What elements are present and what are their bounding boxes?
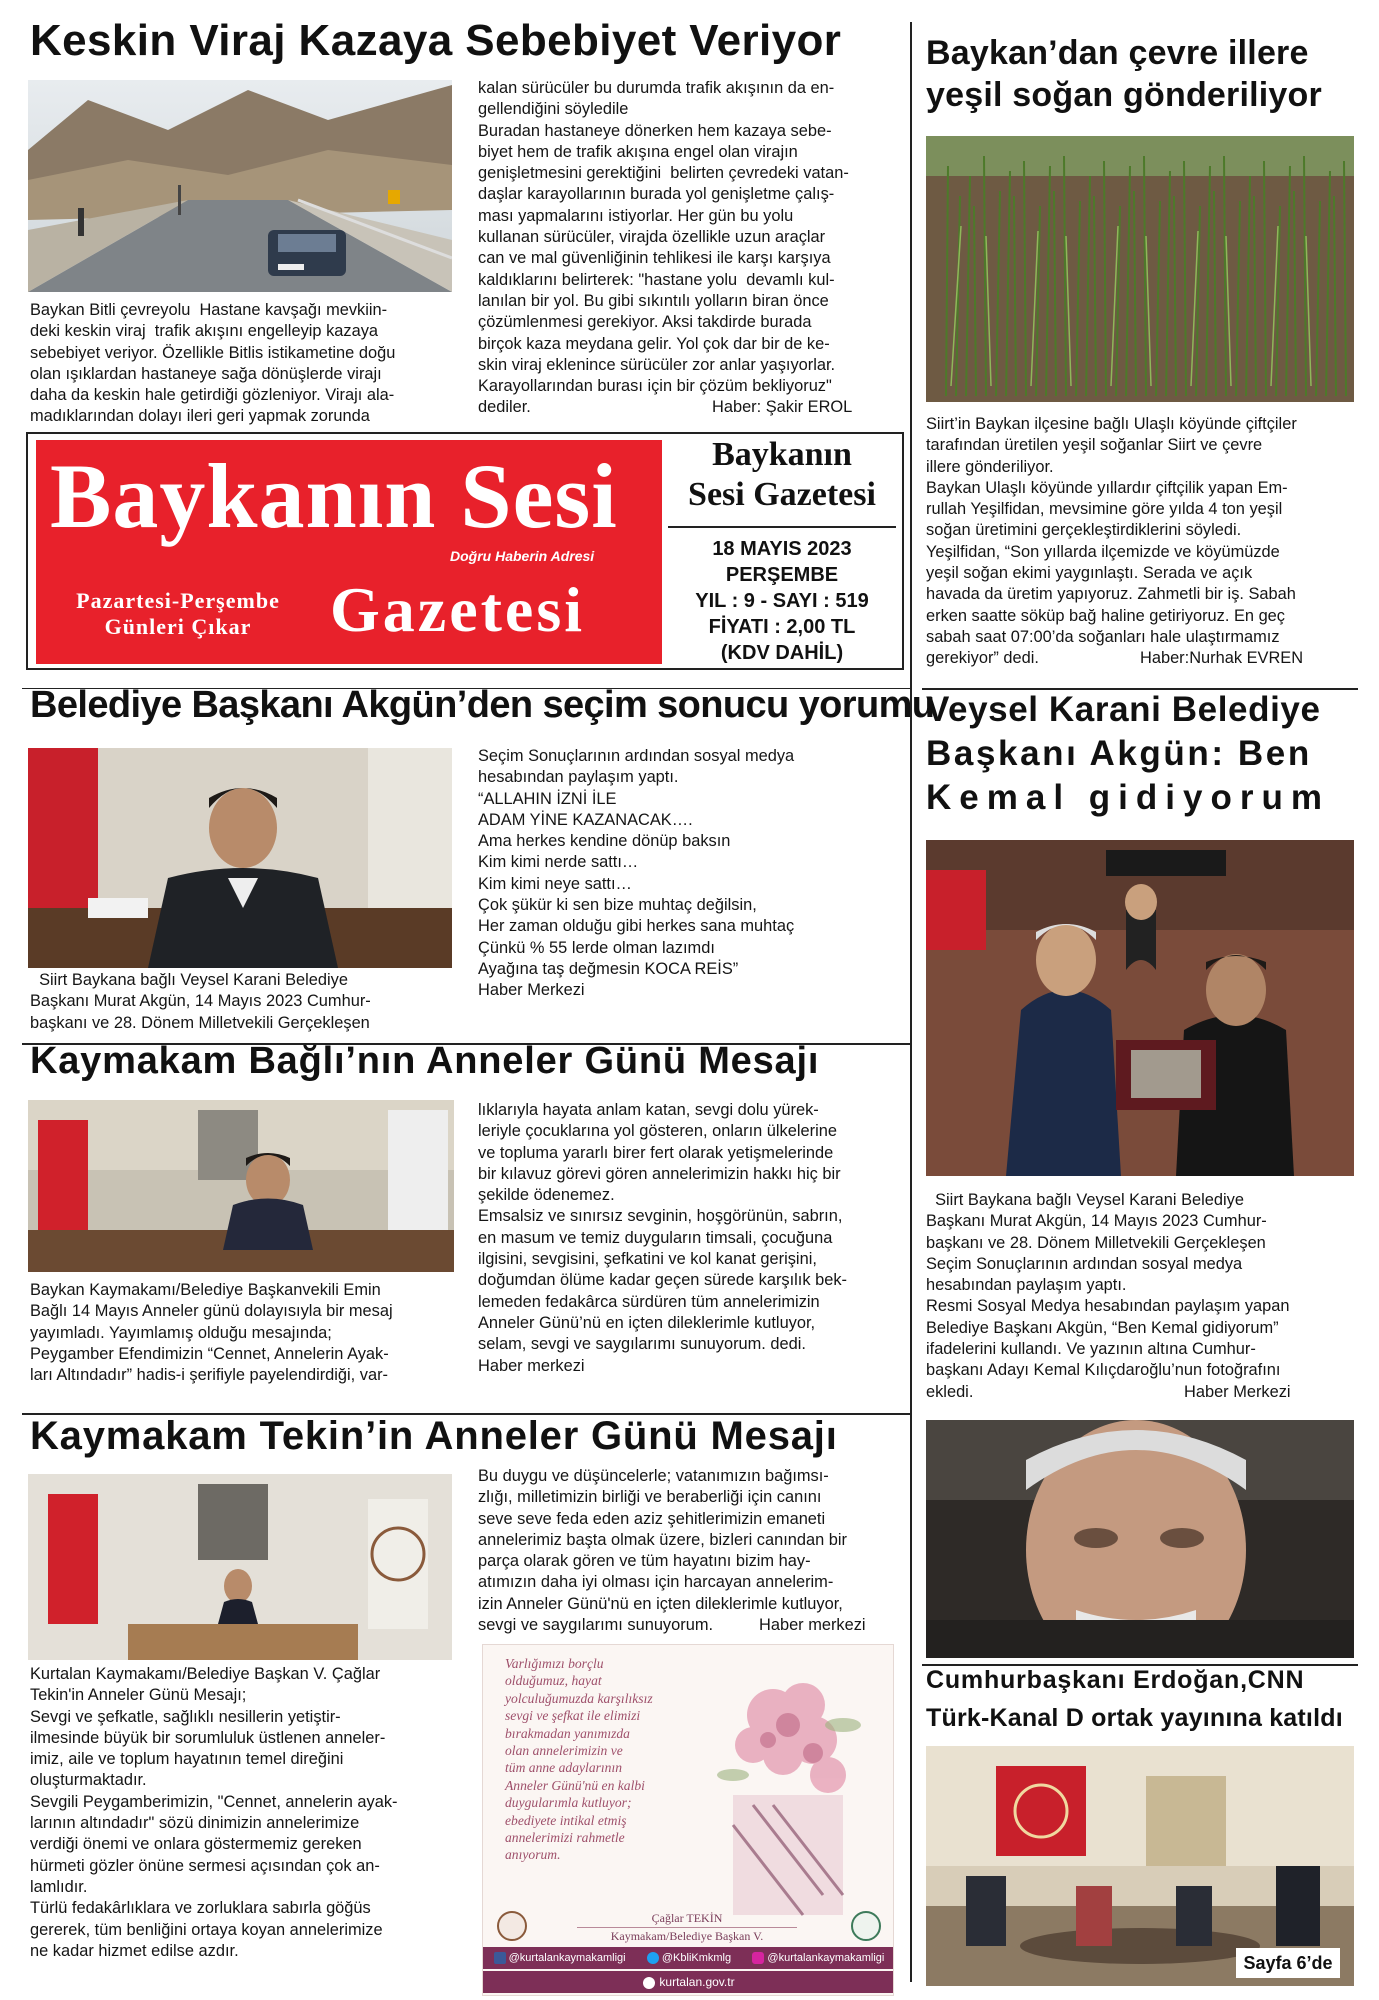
card-signer-title: Kaymakam/Belediye Başkan V. [577, 1927, 797, 1944]
card-line: yolculuğumuzda karşılıksız [505, 1690, 653, 1706]
text-line: deki keskin viraj trafik akışını engelleyip kazaya [30, 322, 379, 341]
card-line: tüm anne adaylarının [505, 1760, 623, 1776]
text-line: Peygamber Efendimizin “Cennet, Annelerin Ayak- [30, 1344, 389, 1363]
card-social-bar [483, 1947, 894, 1969]
text-line: kaldıklarını belirterek: "hastane yolu devamlı kul- [478, 270, 835, 289]
masthead-side-title-2: Sesi Gazetesi [688, 476, 876, 513]
text-line: imiz, aile ve toplum hayatının temel direğini [30, 1750, 344, 1769]
text-line: ması yapmalarını istiyorlar. Her gün bu yolu [478, 206, 794, 225]
card-line: olan annelerimizin ve [505, 1743, 623, 1759]
text-line: başkanı Adayı Kemal Kılıçdaroğlu’nun fotoğrafını [926, 1361, 1281, 1380]
text-line: lemeden fedakârca sürdüren tüm annelerimizin [478, 1292, 820, 1311]
tekin-headline: Kaymakam Tekin’in Anneler Günü Mesajı [30, 1414, 838, 1458]
gidiyorum-headline-2: Başkanı Akgün: Ben [926, 734, 1312, 773]
facebook-icon [494, 1952, 506, 1964]
page-number-badge [1236, 1948, 1340, 1978]
text-line: Tekin'in Anneler Günü Mesajı; [30, 1686, 247, 1705]
text-line: Resmi Sosyal Medya hesabından paylaşım yapan [926, 1297, 1290, 1316]
text-line: lanılan bir yol. Bu gibi sıkıntılı yolların biran önce [478, 291, 829, 310]
text-line: annelerimiz başta olmak üzere, bizleri canından bir [478, 1530, 847, 1549]
text-line: Ama herkes kendine dönüp baksın [478, 832, 731, 851]
text-line: erken saatte söküp bağ haline getiriyoruz. En geç [926, 606, 1285, 625]
issue-price: FİYATI : 2,00 TL [708, 616, 856, 638]
text-line: Buradan hastaneye dönerken hem kazaya sebe- [478, 121, 832, 140]
page-number: Sayfa 6’de [1243, 1953, 1333, 1973]
text-line: ne kadar hizmet edilse azdır. [30, 1941, 239, 1960]
masthead-side-rule [668, 526, 896, 528]
text-line: Seçim Sonuçlarının ardından sosyal medya [478, 747, 795, 765]
card-line: olduğumuz, hayat [505, 1673, 602, 1689]
card-line: duygularımla kutluyor; [505, 1795, 632, 1811]
text-line: hürmeti gözler önüne sermesi açısından çok an- [30, 1856, 380, 1875]
text-line: Siirt Baykana bağlı Veysel Karani Belediye [30, 971, 348, 989]
text-line: Siirt’in Baykan ilçesine bağlı Ulaşlı köyünde çiftçiler [926, 415, 1297, 433]
masthead-schedule-box [40, 580, 316, 660]
sogan-photo [926, 136, 1354, 402]
tekin-photo [28, 1474, 452, 1660]
text-line: sebebiyet veriyor. Özellikle Bitlis istikametine doğu [30, 343, 396, 362]
text-line: illere gönderiliyor. [926, 457, 1054, 476]
viraj-byline: Haber: Şakir EROL [712, 398, 853, 416]
cnn-headline-1: Cumhurbaşkanı Erdoğan,CNN [926, 1666, 1305, 1694]
masthead-side-title-1: Baykanın [712, 436, 852, 473]
text-line: “ALLAHIN İZNİ İLE [478, 789, 617, 808]
issue-date: 18 MAYIS 2023 [712, 538, 852, 560]
card-line: ebediyete intikal etmiş [505, 1812, 627, 1828]
sogan-headline-1: Baykan’dan çevre illere [926, 34, 1309, 72]
text-line: Bu duygu ve düşüncelerle; vatanımızın bağımsı- [478, 1467, 829, 1485]
text-line: Emsalsiz ve sınırsız sevginin, hoşgörünün, sabrın, [478, 1207, 843, 1226]
text-line: ilmesinde büyük bir sorumluluk üstlenen anneler- [30, 1728, 386, 1747]
gidiyorum-headline-1: Veysel Karani Belediye [926, 690, 1321, 729]
cnn-photo [926, 1746, 1354, 1986]
text-line: ve topluma yararlı birer fert olarak yetişmelerinde [478, 1143, 834, 1162]
text-line: Ayağına taş değmesin KOCA REİS” [478, 959, 739, 978]
text-line: doğumdan ölüme kadar geçen sürede karşılık bek- [478, 1271, 847, 1290]
twitter-icon [647, 1952, 659, 1964]
text-line: en masum ve temiz duyguların timsali, çocuğuna [478, 1228, 833, 1247]
text-line: Anneler Günü’nü en içten dileklerimle kutluyor, [478, 1313, 816, 1332]
sogan-headline-2: yeşil soğan gönderiliyor [926, 76, 1322, 114]
akgun-photo [28, 748, 452, 968]
text-line: bir kılavuz görevi gören annelerimizin hakkı hiç bir [478, 1164, 841, 1183]
text-line: gerekiyor” dedi. [926, 649, 1039, 668]
text-line: yeşil soğan ekimi yaygınlaştı. Serada ve açık [926, 564, 1253, 583]
text-line: Başkanı Murat Akgün, 14 Mayıs 2023 Cumhur- [926, 1212, 1267, 1231]
card-line: anıyorum. [505, 1847, 561, 1863]
card-message [505, 1655, 765, 1864]
text-line: daşlar karayollarının burada yol genişletme çalış- [478, 185, 835, 204]
card-website-bar: kurtalan.gov.tr [483, 1971, 894, 1993]
bagli-right-column [478, 1100, 908, 1377]
masthead-subtitle: Gazetesi [330, 574, 585, 645]
tekin-left-column [30, 1664, 470, 1962]
cnn-headline-2: Türk-Kanal D ortak yayınına katıldı [926, 1704, 1343, 1732]
text-line: hesabından paylaşım yaptı. [478, 768, 679, 787]
text-line: Kim kimi nerde sattı… [478, 853, 639, 872]
social-facebook: @kurtalankaymakamligi [494, 1952, 626, 1964]
text-line: Karayollarından burası için bir çözüm bekliyoruz" [478, 377, 832, 396]
text-line: sevgi ve saygılarımı sunuyorum. [478, 1616, 714, 1635]
emblem-icon [497, 1911, 527, 1941]
column-divider-top [910, 22, 912, 1982]
text-line: soğan üretimini gerçekleştirdiklerini söyledi. [926, 521, 1242, 540]
text-line: çözümlenmesi gerekiyor. Aksi takdirde burada [478, 313, 812, 332]
text-line: Kurtalan Kaymakamı/Belediye Başkan V. Çağlar [30, 1665, 381, 1683]
tekin-byline: Haber merkezi [759, 1616, 866, 1634]
text-line: Başkanı Murat Akgün, 14 Mayıs 2023 Cumhur- [30, 992, 371, 1011]
text-line: ları Altındadır” hadis-i şerifiyle payelendirdiği, var- [30, 1366, 389, 1385]
social-instagram: @kurtalankaymakamligi [752, 1952, 884, 1964]
kilicdaroglu-photo [926, 1420, 1354, 1658]
text-line: Belediye Başkanı Akgün, “Ben Kemal gidiyorum” [926, 1318, 1279, 1337]
text-line: Yeşilfidan, “Son yıllarda ilçemizde ve köyümüzde [926, 542, 1280, 561]
text-line: Sevgi ve şefkatle, sağlıklı nesillerin yetiştir- [30, 1707, 341, 1726]
text-line: tarafından üretilen yeşil soğanlar Siirt ve çevre [926, 436, 1263, 455]
gidiyorum-headline-3: Kemal gidiyorum [926, 778, 1330, 817]
text-line: oluşturmaktadır. [30, 1771, 147, 1790]
gidiyorum-body [926, 1190, 1356, 1403]
bagli-headline: Kaymakam Bağlı’nın Anneler Günü Mesajı [30, 1040, 820, 1082]
globe-icon [643, 1977, 655, 1989]
text-line: Siirt Baykana bağlı Veysel Karani Belediye [926, 1191, 1244, 1209]
text-line: birçok kaza meydana gelir. Yol çok dar bir de ke- [478, 334, 830, 353]
text-line: Sevgili Peygamberimizin, "Cennet, annelerin ayak- [30, 1792, 398, 1811]
card-signer-name: Çağlar TEKİN [651, 1911, 723, 1925]
akgun-body [478, 746, 908, 1002]
text-line: leriyle çocuklarına yol gösteren, onların ülkelerine [478, 1122, 837, 1141]
text-line: Türlü fedakârlıklara ve zorluklara sabırla göğüs [30, 1899, 371, 1918]
sogan-byline: Haber:Nurhak EVREN [1140, 649, 1304, 667]
card-line: sevgi ve şefkat ile elimizi [505, 1708, 641, 1724]
text-line: hesabından paylaşım yaptı. [926, 1276, 1127, 1295]
bagli-photo [28, 1100, 454, 1272]
text-line: yayımladı. Yayımlamış olduğu mesajında; [30, 1323, 332, 1342]
masthead-issue-info [668, 536, 896, 666]
text-line: rullah Yeşilfidan, mevsimine göre yılda 4 ton yeşil [926, 500, 1283, 519]
text-line: ifadelerini kullandı. Ve yazının altına Cumhur- [926, 1340, 1256, 1359]
text-line: genişletmesini gerektiğini belirten çevredeki vatan- [478, 164, 849, 183]
text-line: şekilde ödenemez. [478, 1186, 615, 1205]
sogan-body [926, 414, 1356, 670]
card-line: bırakmadan yanımızda [505, 1725, 630, 1741]
text-line: selam, sevgi ve saygılarımı sunuyorum. dedi. [478, 1335, 806, 1354]
text-line: Baykan Ulaşlı köyünde yıllardır çiftçilik yapan Em- [926, 478, 1288, 497]
tekin-right-column [478, 1466, 908, 1636]
masthead-title: Baykanın Sesi [50, 445, 618, 547]
text-line: olan ışıklardan hastaneye sağa dönüşlerde virajı [30, 364, 382, 383]
card-signature-row [497, 1909, 881, 1949]
card-line: annelerimizi rahmetle [505, 1830, 625, 1846]
text-line: skin viraj eklenince sürücüler zor anlar yaşıyorlar. [478, 355, 836, 374]
viraj-right-column [478, 78, 906, 419]
text-line: kalan sürücüler bu durumda trafik akışının da en- [478, 79, 835, 97]
text-line: dediler. [478, 398, 531, 417]
text-line: ADAM YİNE KAZANACAK…. [478, 810, 693, 829]
bagli-left-column [30, 1280, 460, 1386]
text-line: can ve mal güvenliğinin tehlikesi ile karşı karşıya [478, 249, 831, 268]
text-line: Haber Merkezi [478, 981, 585, 1000]
text-line: madıklarından dolayı ileri geri yapmak zorunda [30, 407, 370, 426]
text-line: atımızın daha iyi olması için harcayan annelerim- [478, 1573, 834, 1592]
viraj-left-column [30, 300, 460, 428]
text-line: Çok şükür ki sen bize muhtaç değilsin, [478, 896, 757, 915]
text-line: izin Anneler Günü'nü en içten dileklerimle kutluyor, [478, 1594, 843, 1613]
text-line: başkanı ve 28. Dönem Milletvekili Gerçekleşen [30, 1013, 370, 1032]
issue-number: YIL : 9 - SAYI : 519 [695, 590, 869, 612]
text-line: gererek, tüm benliğini ortaya koyan annelerimize [30, 1920, 383, 1939]
text-line: seve seve feda eden aziz şehitlerimizin emaneti [478, 1509, 826, 1528]
gidiyorum-photo [926, 840, 1354, 1176]
masthead-tagline: Doğru Haberin Adresi [450, 548, 595, 564]
text-line: Kim kimi neye sattı… [478, 874, 632, 893]
issue-tax: (KDV DAHİL) [720, 642, 844, 664]
text-line: sabah saat 07:00’da soğanları hale ulaştırmamız [926, 627, 1280, 646]
gidiyorum-byline: Haber Merkezi [1184, 1383, 1291, 1401]
district-logo-icon [851, 1911, 881, 1941]
text-line: lamlıdır. [30, 1877, 88, 1896]
text-line: verdiği önemi ve onlara göstermemiz gereken [30, 1835, 362, 1854]
text-line: daha da keskin hale getirdiği gözleniyor. Virajı ala- [30, 386, 395, 405]
text-line: Bağlı 14 Mayıs Anneler günü dolayısıyla bir mesaj [30, 1302, 393, 1321]
social-twitter: @KbliKmkmlg [647, 1952, 731, 1964]
text-line: Haber merkezi [478, 1356, 585, 1375]
text-line: Baykan Bitli çevreyolu Hastane kavşağı mevkiin- [30, 301, 388, 319]
text-line: Baykan Kaymakamı/Belediye Başkanvekili Emin [30, 1281, 381, 1299]
akgun-headline: Belediye Başkanı Akgün’den seçim sonucu yorumu [30, 684, 935, 726]
akgun-caption [30, 970, 460, 1034]
text-line: kullanan sürücüler, virajda özellikle uzun araçlar [478, 228, 826, 247]
card-line: Anneler Günü'nü en kalbi [505, 1777, 645, 1793]
issue-day: PERŞEMBE [725, 564, 839, 586]
text-line: gellendiğini söyledile [478, 100, 629, 119]
text-line: havada da üretim yapıyoruz. Zahmetli bir iş. Sabah [926, 585, 1296, 604]
text-line: zlığı, milletimizin birliği ve beraberliği için canını [478, 1488, 822, 1507]
viraj-photo [28, 80, 452, 292]
text-line: başkanı ve 28. Dönem Milletvekili Gerçekleşen [926, 1233, 1266, 1252]
masthead-schedule-line-2: Günleri Çıkar [104, 614, 252, 639]
text-line: Seçim Sonuçlarının ardından sosyal medya [926, 1254, 1243, 1273]
card-line: Varlığımızı borçlu [505, 1656, 604, 1671]
viraj-headline: Keskin Viraj Kazaya Sebebiyet Veriyor [30, 16, 842, 65]
masthead-schedule-line-1: Pazartesi-Perşembe [76, 588, 280, 613]
mothers-day-card [482, 1644, 894, 1996]
text-line: larının altındadır" sözü dinimizin annelerimize [30, 1814, 360, 1833]
text-line: ilgisini, sevgisini, şefkatini ve kol kanat gerişini, [478, 1250, 817, 1269]
text-line: parça olarak gören ve tüm hayatını bizim hay- [478, 1552, 811, 1571]
text-line: Çünkü % 55 lerde olman lazımdı [478, 938, 715, 957]
text-line: biyet hem de trafik akışına engel olan virajın [478, 142, 798, 161]
text-line: ekledi. [926, 1382, 974, 1401]
instagram-icon [752, 1952, 764, 1964]
text-line: Her zaman olduğu gibi herkes sana muhtaç [478, 917, 795, 936]
text-line: lıklarıyla hayata anlam katan, sevgi dolu yürek- [478, 1101, 819, 1119]
